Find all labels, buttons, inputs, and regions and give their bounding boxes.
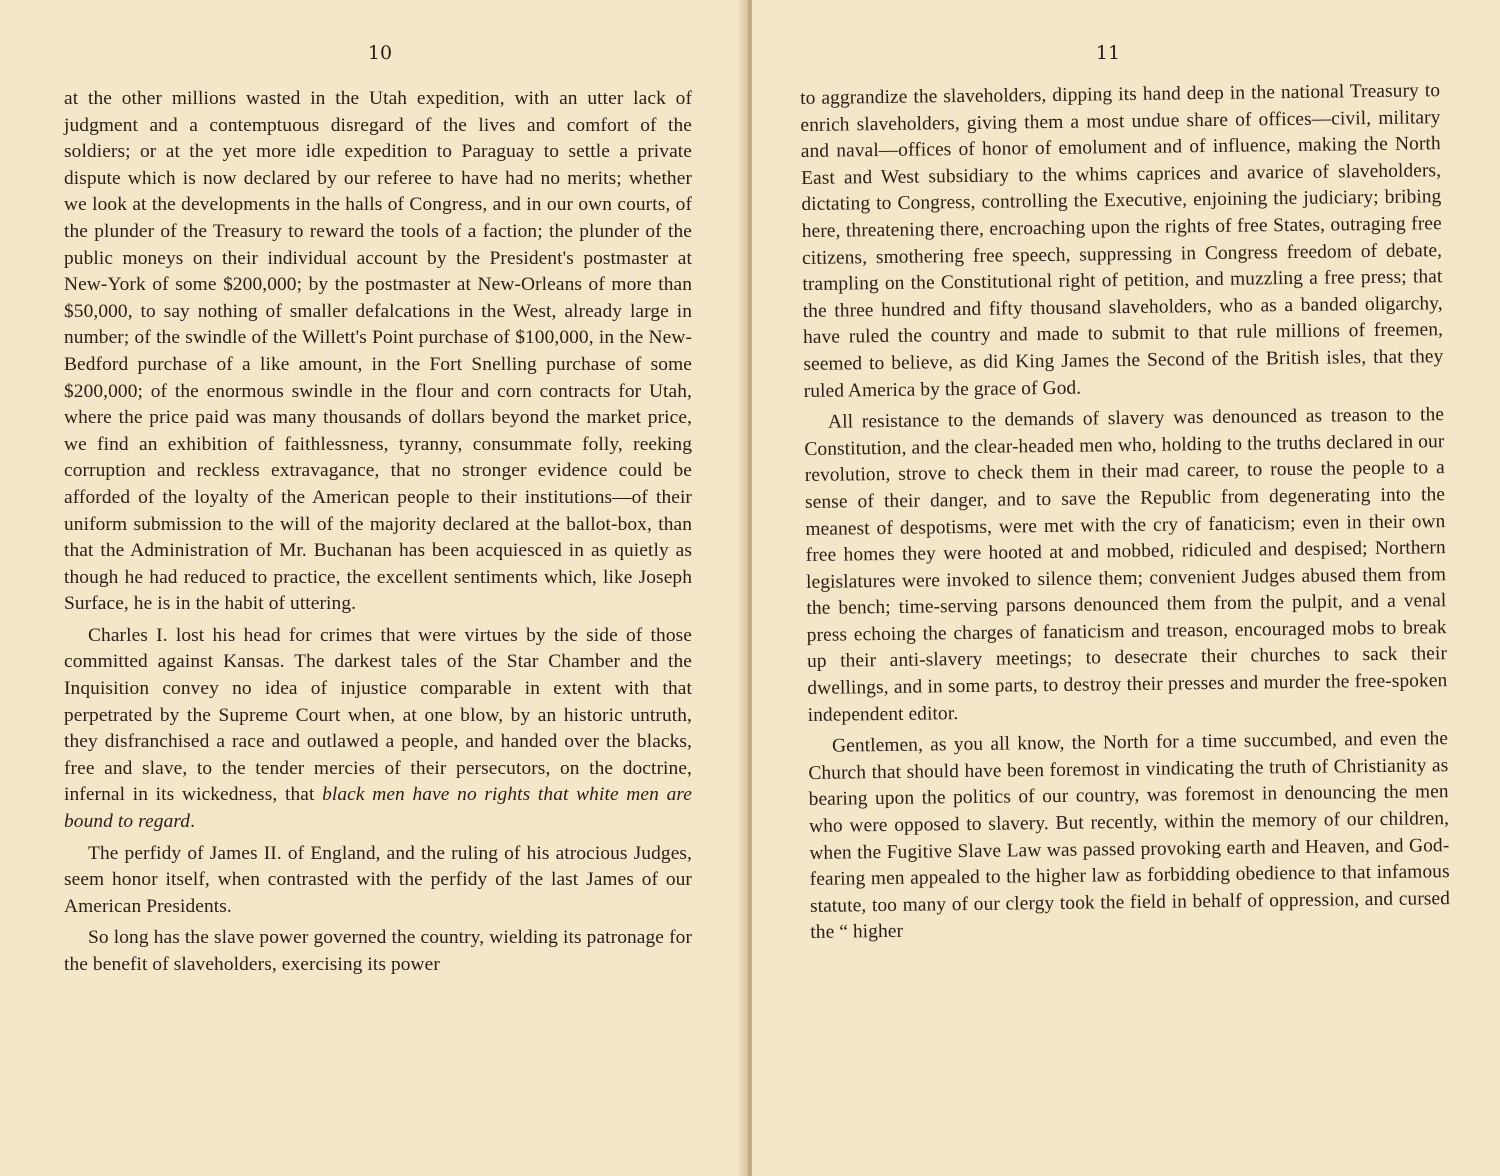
italic-phrase: black men have no rights that white men are bound to regard — [64, 784, 692, 833]
paragraph: to aggrandize the slaveholders, dipping its hand deep in the national Treasury to enrich slaveholders, giving them a most undue share of offices—civil, military and naval—offices of honor of emolument and of influence, making the North East and West subsidiary to the whims caprices and avarice of slaveholders, dictating to Congress, controlling the Executive, enjoining the judiciary; bribing here, threatening there, encroaching upon the rights of free States, outraging free citizens, smothering free speech, suppressing in Congress freedom of debate, trampling on the Constitutional right of petition, and muzzling a free press; that the three hundred and fifty thousand slaveholders, who as a banded oligarchy, have ruled the country and made to submit to that rule millions of freemen, seemed to believe, as did King James the Second of the British isles, that they ruled America by the grace of God. — [800, 80, 1444, 402]
left-page — [0, 0, 748, 1176]
paragraph-tail: . — [190, 811, 196, 833]
paragraph: So long has the slave power governed the country, wielding its patronage for the benefit of slaveholders, exercising its power — [64, 927, 692, 975]
left-page-text — [64, 86, 692, 979]
paragraph: at the other millions wasted in the Utah expedition, with an utter lack of judgment and a contemptuous disregard of the lives and comfort of the soldiers; or at the yet more idle expedition to Paraguay to settle a private dispute which is now declared by our referee to have had no merits; whether we look at the developments in the halls of Congress, and in our own courts, of the plunder of the Treasury to reward the tools of a faction; the plunder of the public moneys on their individual account by the President's postmaster at New-York of some $200,000; by the postmaster at New-Orleans of more than $50,000, to say nothing of smaller defalcations in the West, already large in number; of the swindle of the Willett's Point purchase of $100,000, in the New-Bedford purchase of a like amount, in the Fort Snelling purchase of some $200,000; of the enormous swindle in the flour and corn contracts for Utah, where the price paid was many thousands of dollars beyond the market price, we find an exhibition of faithlessness, tyranny, consummate folly, reeking corruption and reckless extravagance, that no stronger evidence could be afforded of the loyalty of the American people to their institutions—of their uniform submission to the will of the majority declared at the ballot-box, than that the Administration of Mr. Buchanan has been acquiesced in as quietly as though he had reduced to practice, the excellent sentiments which, like Joseph Surface, he is in the habit of uttering. — [64, 88, 692, 615]
right-page — [752, 0, 1500, 1176]
paragraph-text: Charles I. lost his head for crimes that were virtues by the side of those committed against Kansas. The darkest tales of the Star Chamber and the Inquisition convey no idea of injustice comparable in extent with that perpetrated by the Supreme Court when, at one blow, by an historic untruth, they disfranchised a race and outlawed a people, and handed over the blacks, free and slave, to the tender mercies of their persecutors, on the doctrine, infernal in its wickedness, that — [64, 624, 692, 806]
right-page-text — [800, 78, 1450, 947]
paragraph: The perfidy of James II. of England, and the ruling of his atrocious Judges, seem honor itself, when contrasted with the perfidy of the last James of our American Presidents. — [64, 842, 692, 917]
paragraph — [64, 623, 692, 836]
page-number-left: 10 — [367, 42, 393, 64]
page-number-right: 11 — [1095, 42, 1121, 64]
paragraph: Gentlemen, as you all know, the North for a time succumbed, and even the Church that should have been foremost in vindicating the truth of Christianity as bearing upon the politics of our country, was foremost in denouncing the men who were opposed to slavery. But recently, within the memory of our children, when the Fugitive Slave Law was passed provoking earth and Heaven, and God-fearing men appealed to the higher law as forbidding obedience to that infamous statute, too many of our clergy took the field in behalf of oppression, and cursed the “ higher — [808, 728, 1451, 944]
paragraph: All resistance to the demands of slavery was denounced as treason to the Constitution, and the clear-headed men who, holding to the truths declared in our revolution, strove to check them in their mad career, to rouse the people to a sense of their danger, and to save the Republic from degenerating into the meanest of despotisms, were met with the cry of fanaticism; even in their own free homes they were hooted at and mobbed, ridiculed and despised; Northern legislatures were invoked to silence them; convenient Judges abused them from the bench; time-serving parsons denounced them from the pulpit, and a venal press echoing the charges of fanaticism and treason, encouraged mobs to break up their anti-slavery meetings; to desecrate their churches to sack their dwellings, and in some parts, to destroy their presses and murder the free-spoken independent editor. — [804, 404, 1448, 726]
